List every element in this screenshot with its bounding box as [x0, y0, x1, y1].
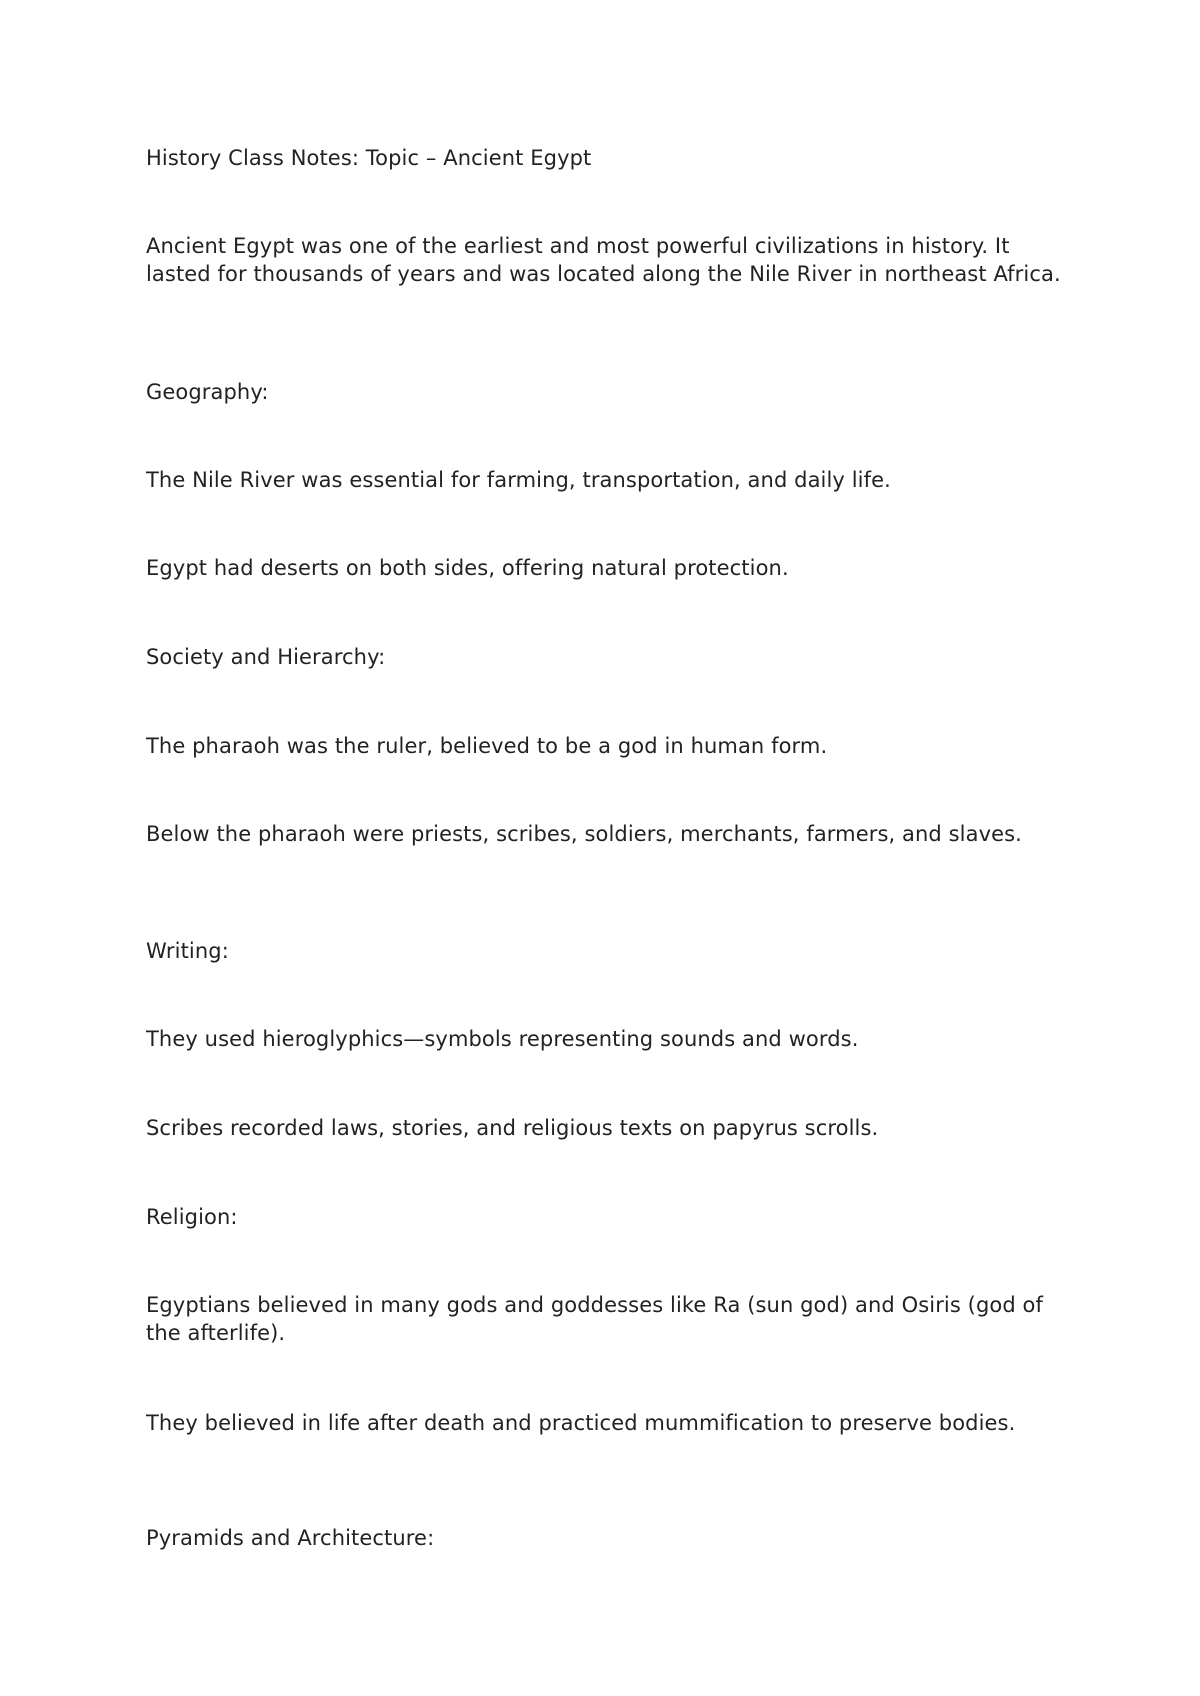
paragraph-geography-1: The Nile River was essential for farming, transportation, and daily life.: [146, 468, 891, 492]
paragraph-writing-1: They used hieroglyphics—symbols representing sounds and words.: [146, 1027, 859, 1051]
section-heading-society: Society and Hierarchy:: [146, 645, 386, 669]
document-title: History Class Notes: Topic – Ancient Egypt: [146, 146, 592, 170]
paragraph-society-2: Below the pharaoh were priests, scribes, soldiers, merchants, farmers, and slaves.: [146, 822, 1022, 846]
section-heading-religion: Religion:: [146, 1205, 238, 1229]
section-heading-geography: Geography:: [146, 380, 269, 404]
section-heading-pyramids: Pyramids and Architecture:: [146, 1526, 435, 1550]
section-heading-writing: Writing:: [146, 939, 229, 963]
paragraph-writing-2: Scribes recorded laws, stories, and religious texts on papyrus scrolls.: [146, 1116, 879, 1140]
paragraph-religion-1: Egyptians believed in many gods and goddesses like Ra (sun god) and Osiris (god of the afterlife).: [146, 1293, 1043, 1345]
paragraph-geography-2: Egypt had deserts on both sides, offering natural protection.: [146, 556, 789, 580]
intro-paragraph: Ancient Egypt was one of the earliest and most powerful civilizations in history. It lasted for thousands of years and was located along the Nile River in northeast Africa.: [146, 234, 1061, 286]
paragraph-society-1: The pharaoh was the ruler, believed to be a god in human form.: [146, 734, 828, 758]
paragraph-religion-2: They believed in life after death and practiced mummification to preserve bodies.: [146, 1411, 1016, 1435]
